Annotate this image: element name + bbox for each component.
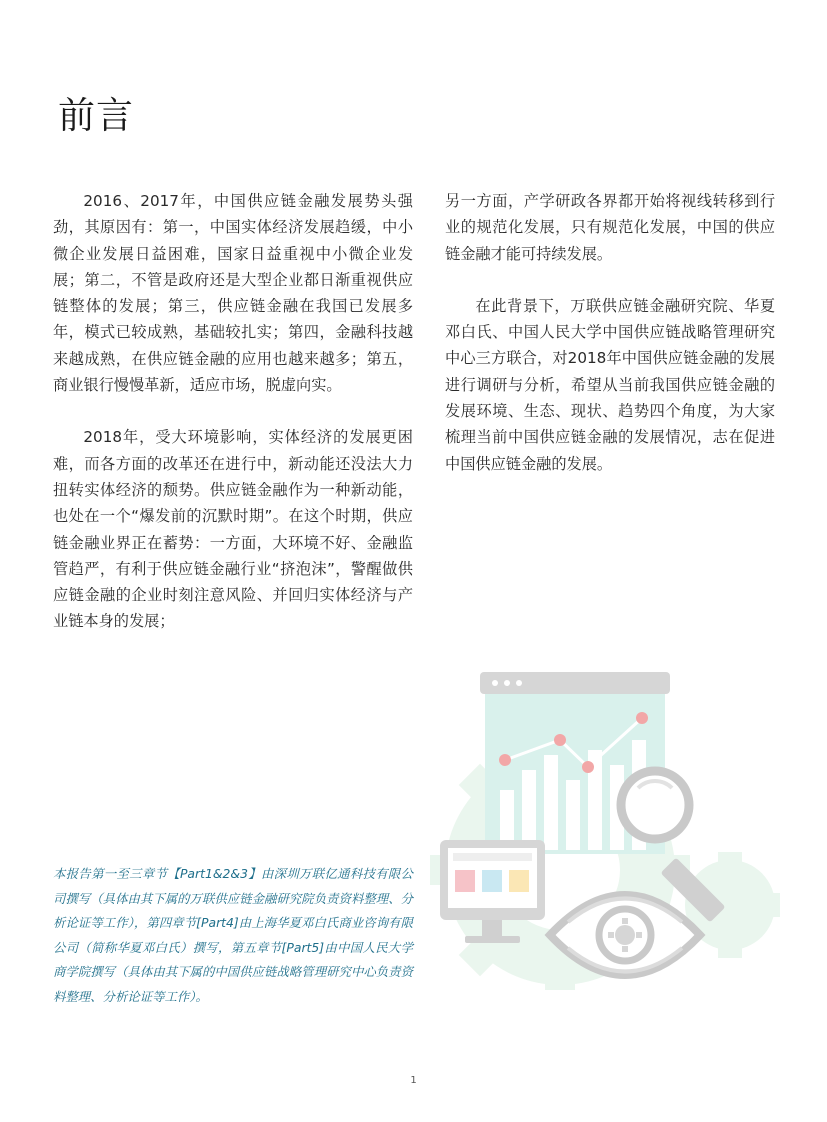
right-paragraph-2: 在此背景下，万联供应链金融研究院、华夏邓白氏、中国人民大学中国供应链战略管理研究中心三方联合，对2018年中国供应链金融的发展进行调研与分析，希望从当前我国供应链金融的发展环境、生态、现状、趋势四个角度，为大家梳理当前中国供应链金融的发展情况，志在促进中国供应链金融的发展。 (445, 296, 775, 473)
illustration (410, 660, 780, 990)
left-paragraph-1: 2016、2017年，中国供应链金融发展势头强劲，其原因有：第一，中国实体经济发展趋缓，中小微企业发展日益困难，国家日益重视中小微企业发展；第二，不管是政府还是大型企业都日渐重视供应链整体的发展；第三，供应链金融在我国已发展多年，模式已较成熟，基础较扎实；第四，金融科技越来越成熟，在供应链金融的应用也越来越多；第五，商业银行慢慢革新，适应市场，脱虚向实。 (53, 192, 413, 395)
authorship-note: 本报告第一至三章节【Part1&2&3】由深圳万联亿通科技有限公司撰写（具体由其下属的万联供应链金融研究院负责资料整理、分析论证等工作），第四章节[Part4]由上海华夏邓白氏商业咨询有限公司（简称华夏邓白氏）撰写，第五章节[Part5]由中国人民大学商学院撰写（具体由其下属的中国供应链战略管理研究中心负责资料整理、分析论证等工作）。 (53, 866, 413, 1004)
left-paragraph-2: 2018年，受大环境影响，实体经济的发展更困难，而各方面的改革还在进行中，新动能还没法大力扭转实体经济的颓势。供应链金融作为一种新动能，也处在一个“爆发前的沉默时期”。在这个时期，供应链金融业界正在蓄势：一方面，大环境不好、金融监管趋严，有利于供应链金融行业“挤泡沫”，警醒做供应链金融的企业时刻注意风险、并回归实体经济与产业链本身的发展； (53, 428, 413, 631)
left-column (53, 188, 413, 661)
page-title: 前言 (58, 94, 134, 137)
page-number: 1 (410, 1075, 417, 1086)
right-column (445, 188, 775, 503)
right-paragraph-1: 另一方面，产学研政各界都开始将视线转移到行业的规范化发展，只有规范化发展，中国的供应链金融才能可持续发展。 (445, 192, 775, 263)
